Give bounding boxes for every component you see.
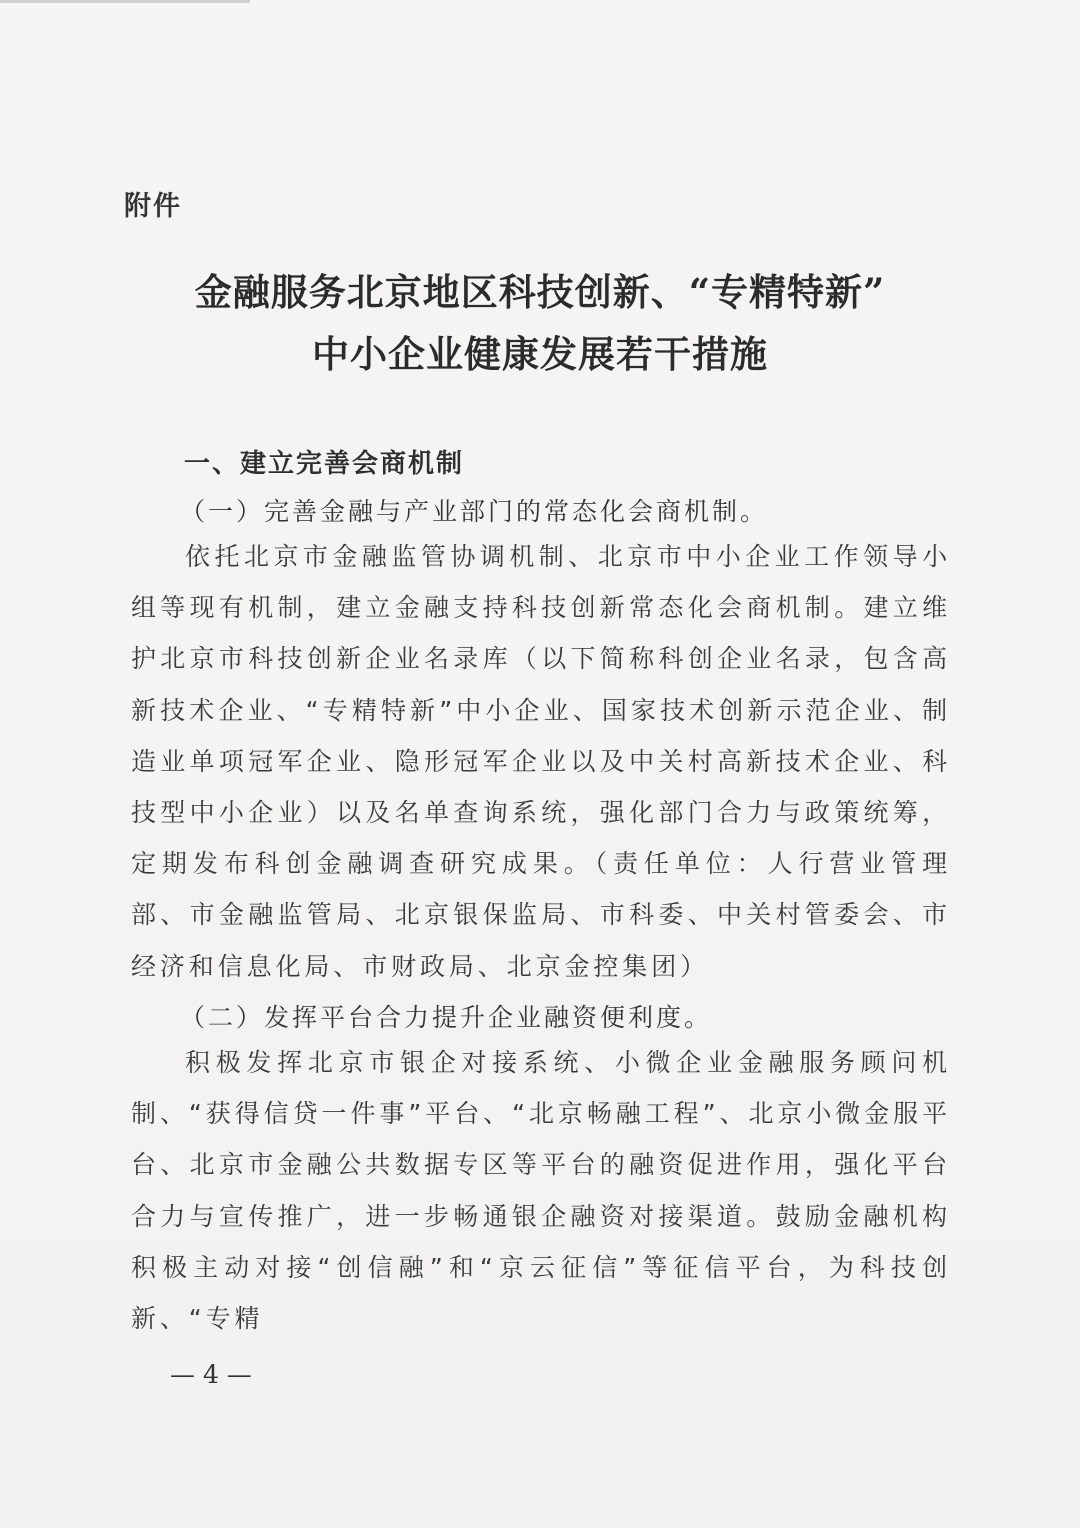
item1-heading: （一）完善金融与产业部门的常态化会商机制。: [180, 497, 769, 526]
item2-body: 积极发挥北京市银企对接系统、小微企业金融服务顾问机制、“获得信贷一件事”平台、“北京畅融工程”、北京小微金服平台、北京市金融公共数据专区等平台的融资促进作用，强化平台合力与宣传推广，进一步畅通银企融资对接渠道。鼓励金融机构积极主动对接“创信融”和“京云征信”等征信平台，为科技创新、“专精: [131, 1048, 951, 1334]
document-title-line2: 中小企业健康发展若干措施: [312, 332, 768, 376]
document-title-line1: 金融服务北京地区科技创新、“专精特新”: [194, 270, 886, 314]
section1-heading: 一、建立完善会商机制: [184, 449, 465, 479]
page-number: — 4 —: [170, 1360, 252, 1389]
item2-heading: （二）发挥平台合力提升企业融资便利度。: [180, 1003, 713, 1032]
scan-edge-line: [0, 0, 250, 3]
attachment-label: 附件: [124, 191, 182, 222]
item1-body: 依托北京市金融监管协调机制、北京市中小企业工作领导小组等现有机制，建立金融支持科技创新常态化会商机制。建立维护北京市科技创新企业名录库（以下简称科创企业名录，包含高新技术企业、“专精特新”中小企业、国家技术创新示范企业、制造业单项冠军企业、隐形冠军企业以及中关村高新技术企业、科技型中小企业）以及名单查询系统，强化部门合力与政策统筹，定期发布科创金融调查研究成果。（责任单位：人行营业管理部、市金融监管局、北京银保监局、市科委、中关村管委会、市经济和信息化局、市财政局、北京金控集团）: [131, 542, 951, 981]
